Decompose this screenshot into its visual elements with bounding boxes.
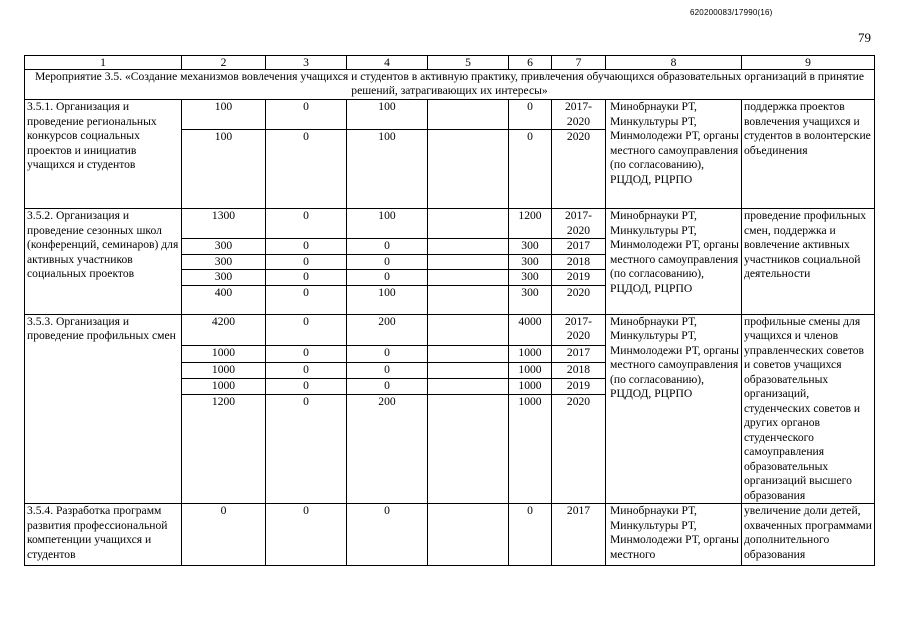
column-header: 4 — [347, 56, 428, 70]
cell-period: 2017-2020 — [552, 209, 606, 239]
cell-total: 0 — [182, 504, 266, 566]
cell-other: 1000 — [509, 378, 552, 394]
cell-total: 100 — [182, 100, 266, 130]
cell-regional: 200 — [347, 314, 428, 346]
column-header: 5 — [428, 56, 509, 70]
responsible-executors: Минобрнауки РТ, Минкультуры РТ, Минмолодежи РТ, органы местного — [606, 504, 742, 566]
cell-regional: 100 — [347, 209, 428, 239]
cell-other: 1200 — [509, 209, 552, 239]
cell-period: 2018 — [552, 254, 606, 270]
cell-other: 0 — [509, 100, 552, 130]
cell-regional: 0 — [347, 270, 428, 286]
cell-regional: 0 — [347, 362, 428, 378]
column-header: 9 — [742, 56, 875, 70]
cell-period: 2017 — [552, 239, 606, 255]
cell-federal: 0 — [266, 254, 347, 270]
cell-other: 300 — [509, 239, 552, 255]
cell-local — [428, 346, 509, 362]
cell-federal: 0 — [266, 362, 347, 378]
cell-federal: 0 — [266, 378, 347, 394]
cell-local — [428, 285, 509, 314]
responsible-executors: Минобрнауки РТ, Минкультуры РТ, Минмолодежи РТ, органы местного самоуправления (по согласованию), РЦДОД, РЦРПО — [606, 209, 742, 315]
cell-other: 1000 — [509, 362, 552, 378]
cell-period: 2019 — [552, 378, 606, 394]
expected-result: профильные смены для учащихся и членов управленческих советов и советов учащихся образовательных организаций, студенческих советов и других органов студенческого самоуправления образовательных организаций высшего образования — [742, 314, 875, 504]
activity-name: 3.5.2. Организация и проведение сезонных школ (конференций, семинаров) для активных участников социальных проектов — [25, 209, 182, 315]
cell-other: 300 — [509, 254, 552, 270]
activity-name: 3.5.3. Организация и проведение профильных смен — [25, 314, 182, 504]
cell-period: 2017-2020 — [552, 314, 606, 346]
responsible-executors: Минобрнауки РТ, Минкультуры РТ, Минмолодежи РТ, органы местного самоуправления (по согласованию), РЦДОД, РЦРПО — [606, 100, 742, 209]
column-header: 3 — [266, 56, 347, 70]
cell-local — [428, 209, 509, 239]
cell-federal: 0 — [266, 314, 347, 346]
cell-local — [428, 395, 509, 504]
table-row — [25, 504, 875, 566]
cell-local — [428, 130, 509, 209]
cell-period: 2017-2020 — [552, 100, 606, 130]
cell-other: 300 — [509, 270, 552, 286]
cell-local — [428, 239, 509, 255]
column-header: 7 — [552, 56, 606, 70]
cell-regional: 200 — [347, 395, 428, 504]
column-header: 2 — [182, 56, 266, 70]
table-row — [25, 314, 875, 346]
expected-result: проведение профильных смен, поддержка и вовлечение активных участников социальной деятельности — [742, 209, 875, 315]
responsible-executors: Минобрнауки РТ, Минкультуры РТ, Минмолодежи РТ, органы местного самоуправления (по согласованию), РЦДОД, РЦРПО — [606, 314, 742, 504]
cell-period: 2018 — [552, 362, 606, 378]
cell-federal: 0 — [266, 270, 347, 286]
cell-total: 400 — [182, 285, 266, 314]
cell-total: 1000 — [182, 378, 266, 394]
cell-total: 1200 — [182, 395, 266, 504]
column-header: 1 — [25, 56, 182, 70]
cell-local — [428, 314, 509, 346]
cell-period: 2020 — [552, 285, 606, 314]
cell-period: 2017 — [552, 346, 606, 362]
cell-federal: 0 — [266, 285, 347, 314]
cell-federal: 0 — [266, 209, 347, 239]
activity-name: 3.5.1. Организация и проведение региональных конкурсов социальных проектов и инициатив учащихся и студентов — [25, 100, 182, 209]
cell-other: 1000 — [509, 346, 552, 362]
cell-regional: 100 — [347, 100, 428, 130]
cell-other: 1000 — [509, 395, 552, 504]
cell-total: 4200 — [182, 314, 266, 346]
cell-period: 2020 — [552, 395, 606, 504]
expected-result: увеличение доли детей, охваченных программами дополнительного образования — [742, 504, 875, 566]
column-header: 8 — [606, 56, 742, 70]
cell-period: 2017 — [552, 504, 606, 566]
cell-local — [428, 504, 509, 566]
cell-regional: 0 — [347, 504, 428, 566]
cell-regional: 0 — [347, 378, 428, 394]
cell-local — [428, 254, 509, 270]
cell-total: 100 — [182, 130, 266, 209]
cell-total: 300 — [182, 270, 266, 286]
section-title: Мероприятие 3.5. «Создание механизмов вовлечения учащихся и студентов в активную практику, привлечения обучающихся образовательных организаций в принятие решений, затрагивающих их интересы» — [25, 70, 875, 100]
cell-local — [428, 362, 509, 378]
cell-local — [428, 270, 509, 286]
cell-other: 0 — [509, 504, 552, 566]
cell-total: 1000 — [182, 362, 266, 378]
cell-federal: 0 — [266, 239, 347, 255]
cell-total: 1000 — [182, 346, 266, 362]
cell-regional: 100 — [347, 130, 428, 209]
activity-name: 3.5.4. Разработка программ развития профессиональной компетенции учащихся и студентов — [25, 504, 182, 566]
program-table — [24, 55, 875, 566]
cell-regional: 100 — [347, 285, 428, 314]
cell-other: 4000 — [509, 314, 552, 346]
cell-federal: 0 — [266, 100, 347, 130]
table-row — [25, 209, 875, 239]
cell-other: 300 — [509, 285, 552, 314]
document-code: 620200083/17990(16) — [690, 8, 773, 17]
cell-federal: 0 — [266, 130, 347, 209]
cell-total: 1300 — [182, 209, 266, 239]
cell-regional: 0 — [347, 239, 428, 255]
cell-period: 2019 — [552, 270, 606, 286]
column-header: 6 — [509, 56, 552, 70]
table-row — [25, 100, 875, 130]
cell-regional: 0 — [347, 254, 428, 270]
expected-result: поддержка проектов вовлечения учащихся и студентов в волонтерские объединения — [742, 100, 875, 209]
cell-regional: 0 — [347, 346, 428, 362]
column-header-row — [25, 56, 875, 70]
cell-federal: 0 — [266, 395, 347, 504]
cell-total: 300 — [182, 254, 266, 270]
cell-total: 300 — [182, 239, 266, 255]
cell-period: 2020 — [552, 130, 606, 209]
cell-federal: 0 — [266, 346, 347, 362]
cell-local — [428, 100, 509, 130]
cell-federal: 0 — [266, 504, 347, 566]
cell-local — [428, 378, 509, 394]
page-number: 79 — [858, 30, 871, 45]
cell-other: 0 — [509, 130, 552, 209]
